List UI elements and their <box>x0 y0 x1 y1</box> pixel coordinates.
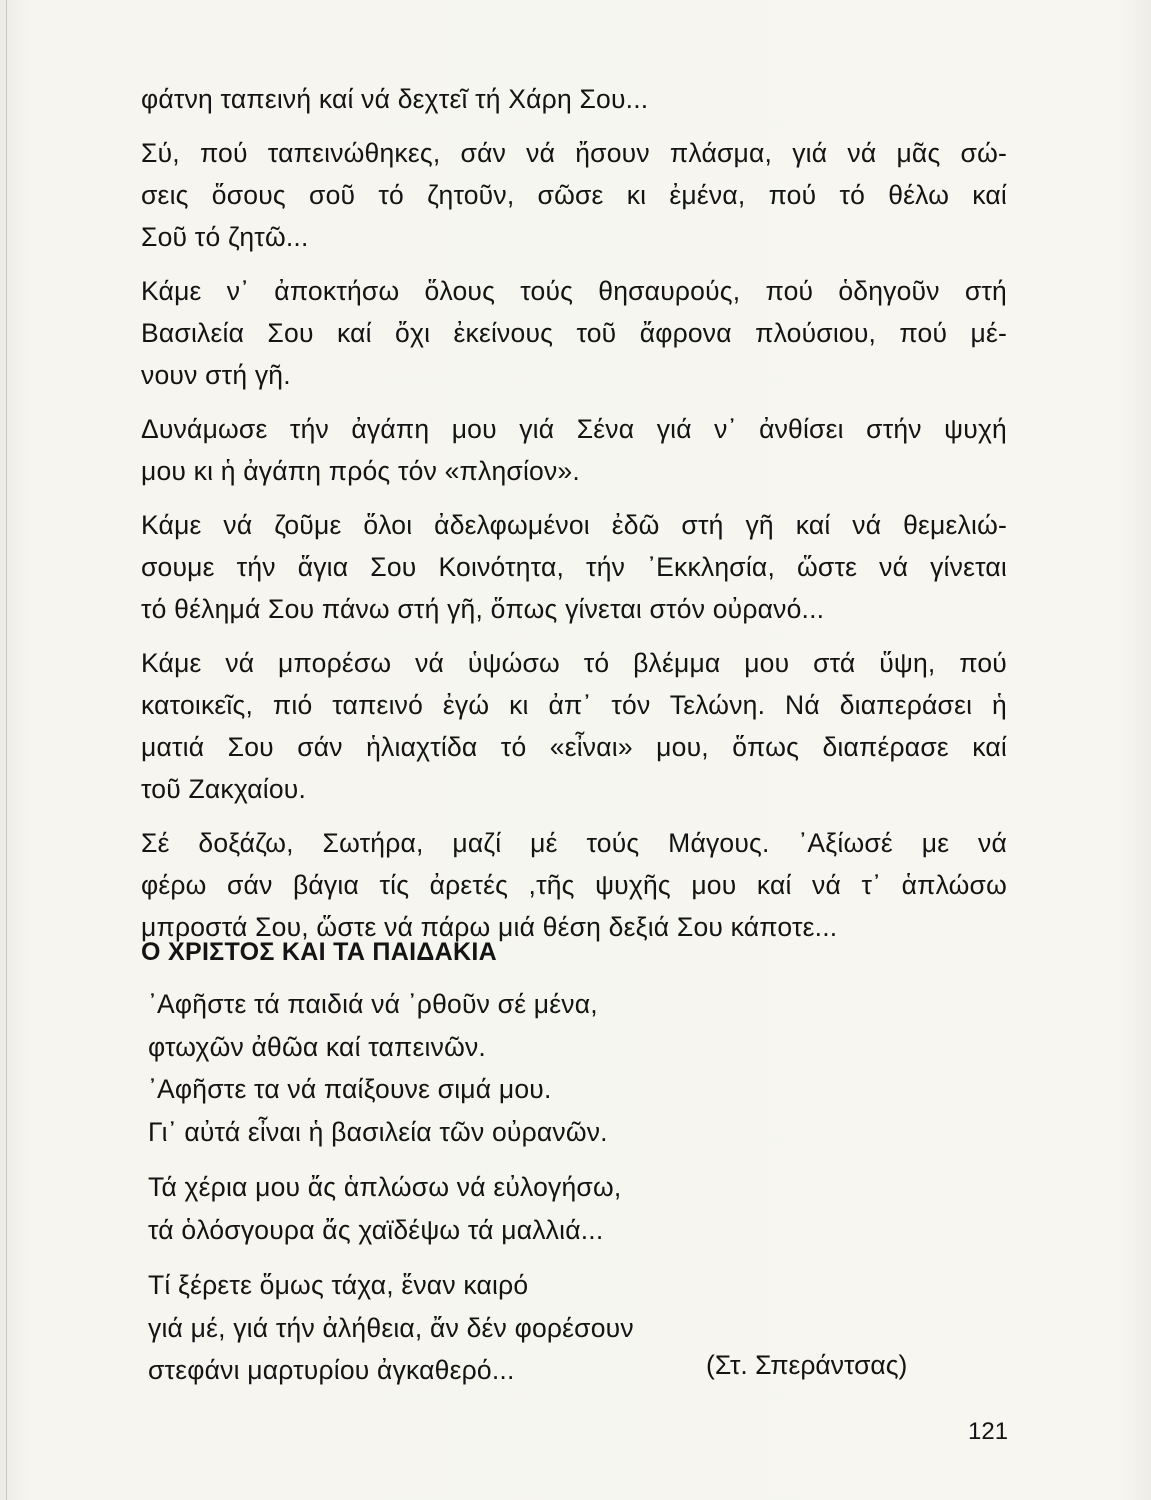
poem-line: Τί ξέρετε ὅμως τάχα, ἕναν καιρό <box>148 1270 529 1300</box>
text-line: Σοῦ τό ζητῶ... <box>141 222 309 252</box>
paragraph <box>141 642 1007 810</box>
text-line: Δυνάμωσε τήν ἀγάπη μου γιά Σένα γιά ν᾽ ἀνθίσει στήν ψυχή <box>141 414 1007 444</box>
poem-line: ᾽Αφῆστε τα νά παίξουνε σιμά μου. <box>148 1074 552 1104</box>
paragraph <box>141 132 1007 258</box>
poem-line: τά ὁλόσγουρα ἄς χαϊδέψω τά μαλλιά... <box>148 1214 604 1245</box>
text-line: ματιά Σου σάν ἡλιαχτίδα τό «εἶναι» μου, ὅπως διαπέρασε καί <box>141 732 1007 762</box>
text-line: τό θέλημά Σου πάνω στή γῆ, ὅπως γίνεται στόν οὐρανό... <box>141 594 825 624</box>
text-line: σουμε τήν ἅγια Σου Κοινότητα, τήν ᾽Εκκλησία, ὥστε νά γίνεται <box>141 552 1007 582</box>
text-line: φέρω σάν βάγια τίς ἀρετές ,τῆς ψυχῆς μου καί νά τ᾽ ἁπλώσω <box>141 870 1007 900</box>
paragraph <box>141 504 1007 630</box>
text-line: σεις ὅσους σοῦ τό ζητοῦν, σῶσε κι ἐμένα, πού τό θέλω καί <box>141 180 1007 210</box>
poem-stanza <box>148 983 968 1153</box>
text-line: νουν στή γῆ. <box>141 360 291 390</box>
poem-line: γιά μέ, γιά τήν ἀλήθεια, ἄν δέν φορέσουν <box>148 1312 634 1343</box>
binding-edge-line <box>6 0 7 1500</box>
text-line: Κάμε νά μπορέσω νά ὑψώσω τό βλέμμα μου στά ὕψη, πού <box>141 648 1007 678</box>
poem-author: (Στ. Σπεράντσας) <box>706 1350 908 1380</box>
text-line: Κάμε νά ζοῦμε ὅλοι ἀδελφωμένοι ἐδῶ στή γῆ καί νά θεμελιώ- <box>141 510 1007 540</box>
prayer-text <box>141 78 1007 960</box>
poem <box>148 983 968 1405</box>
text-line: Κάμε ν᾽ ἀποκτήσω ὅλους τούς θησαυρούς, πού ὁδηγοῦν στή <box>141 276 1007 306</box>
poem-line: φτωχῶν ἀθῶα καί ταπεινῶν. <box>148 1031 486 1062</box>
text-line: μου κι ἡ ἀγάπη πρός τόν «πλησίον». <box>141 456 580 486</box>
poem-line: ᾽Αφῆστε τά παιδιά νά ᾽ρθοῦν σέ μένα, <box>148 989 598 1019</box>
paragraph <box>141 822 1007 948</box>
text-line: Βασιλεία Σου καί ὄχι ἐκείνους τοῦ ἄφρονα πλούσιου, πού μέ- <box>141 318 1007 348</box>
text-line: τοῦ Ζακχαίου. <box>141 774 307 804</box>
text-line: φάτνη ταπεινή καί νά δεχτεῖ τή Χάρη Σου... <box>141 84 649 114</box>
text-line: μπροστά Σου, ὥστε νά πάρω μιά θέση δεξιά Σου κάποτε... <box>141 912 838 942</box>
paragraph <box>141 78 1007 120</box>
page-number: 121 <box>968 1418 1009 1445</box>
text-line: Σύ, πού ταπεινώθηκες, σάν νά ἤσουν πλάσμα, γιά νά μᾶς σώ- <box>141 138 1007 168</box>
poem-title: Ο ΧΡΙΣΤΟΣ ΚΑΙ ΤΑ ΠΑΙΔΑΚΙΑ <box>141 938 497 966</box>
poem-line: Τά χέρια μου ἄς ἁπλώσω νά εὐλογήσω, <box>148 1172 622 1202</box>
paragraph <box>141 270 1007 396</box>
text-line: κατοικεῖς, πιό ταπεινό ἐγώ κι ἀπ᾽ τόν Τελώνη. Νά διαπεράσει ἡ <box>141 690 1007 720</box>
poem-line: Γι᾽ αὐτά εἶναι ἡ βασιλεία τῶν οὐρανῶν. <box>148 1116 608 1147</box>
text-line: Σέ δοξάζω, Σωτήρα, μαζί μέ τούς Μάγους. ᾽Αξίωσέ με νά <box>141 828 1007 858</box>
paragraph <box>141 408 1007 492</box>
poem-line: στεφάνι μαρτυρίου ἀγκαθερό... <box>148 1355 515 1385</box>
poem-stanza <box>148 1166 968 1251</box>
